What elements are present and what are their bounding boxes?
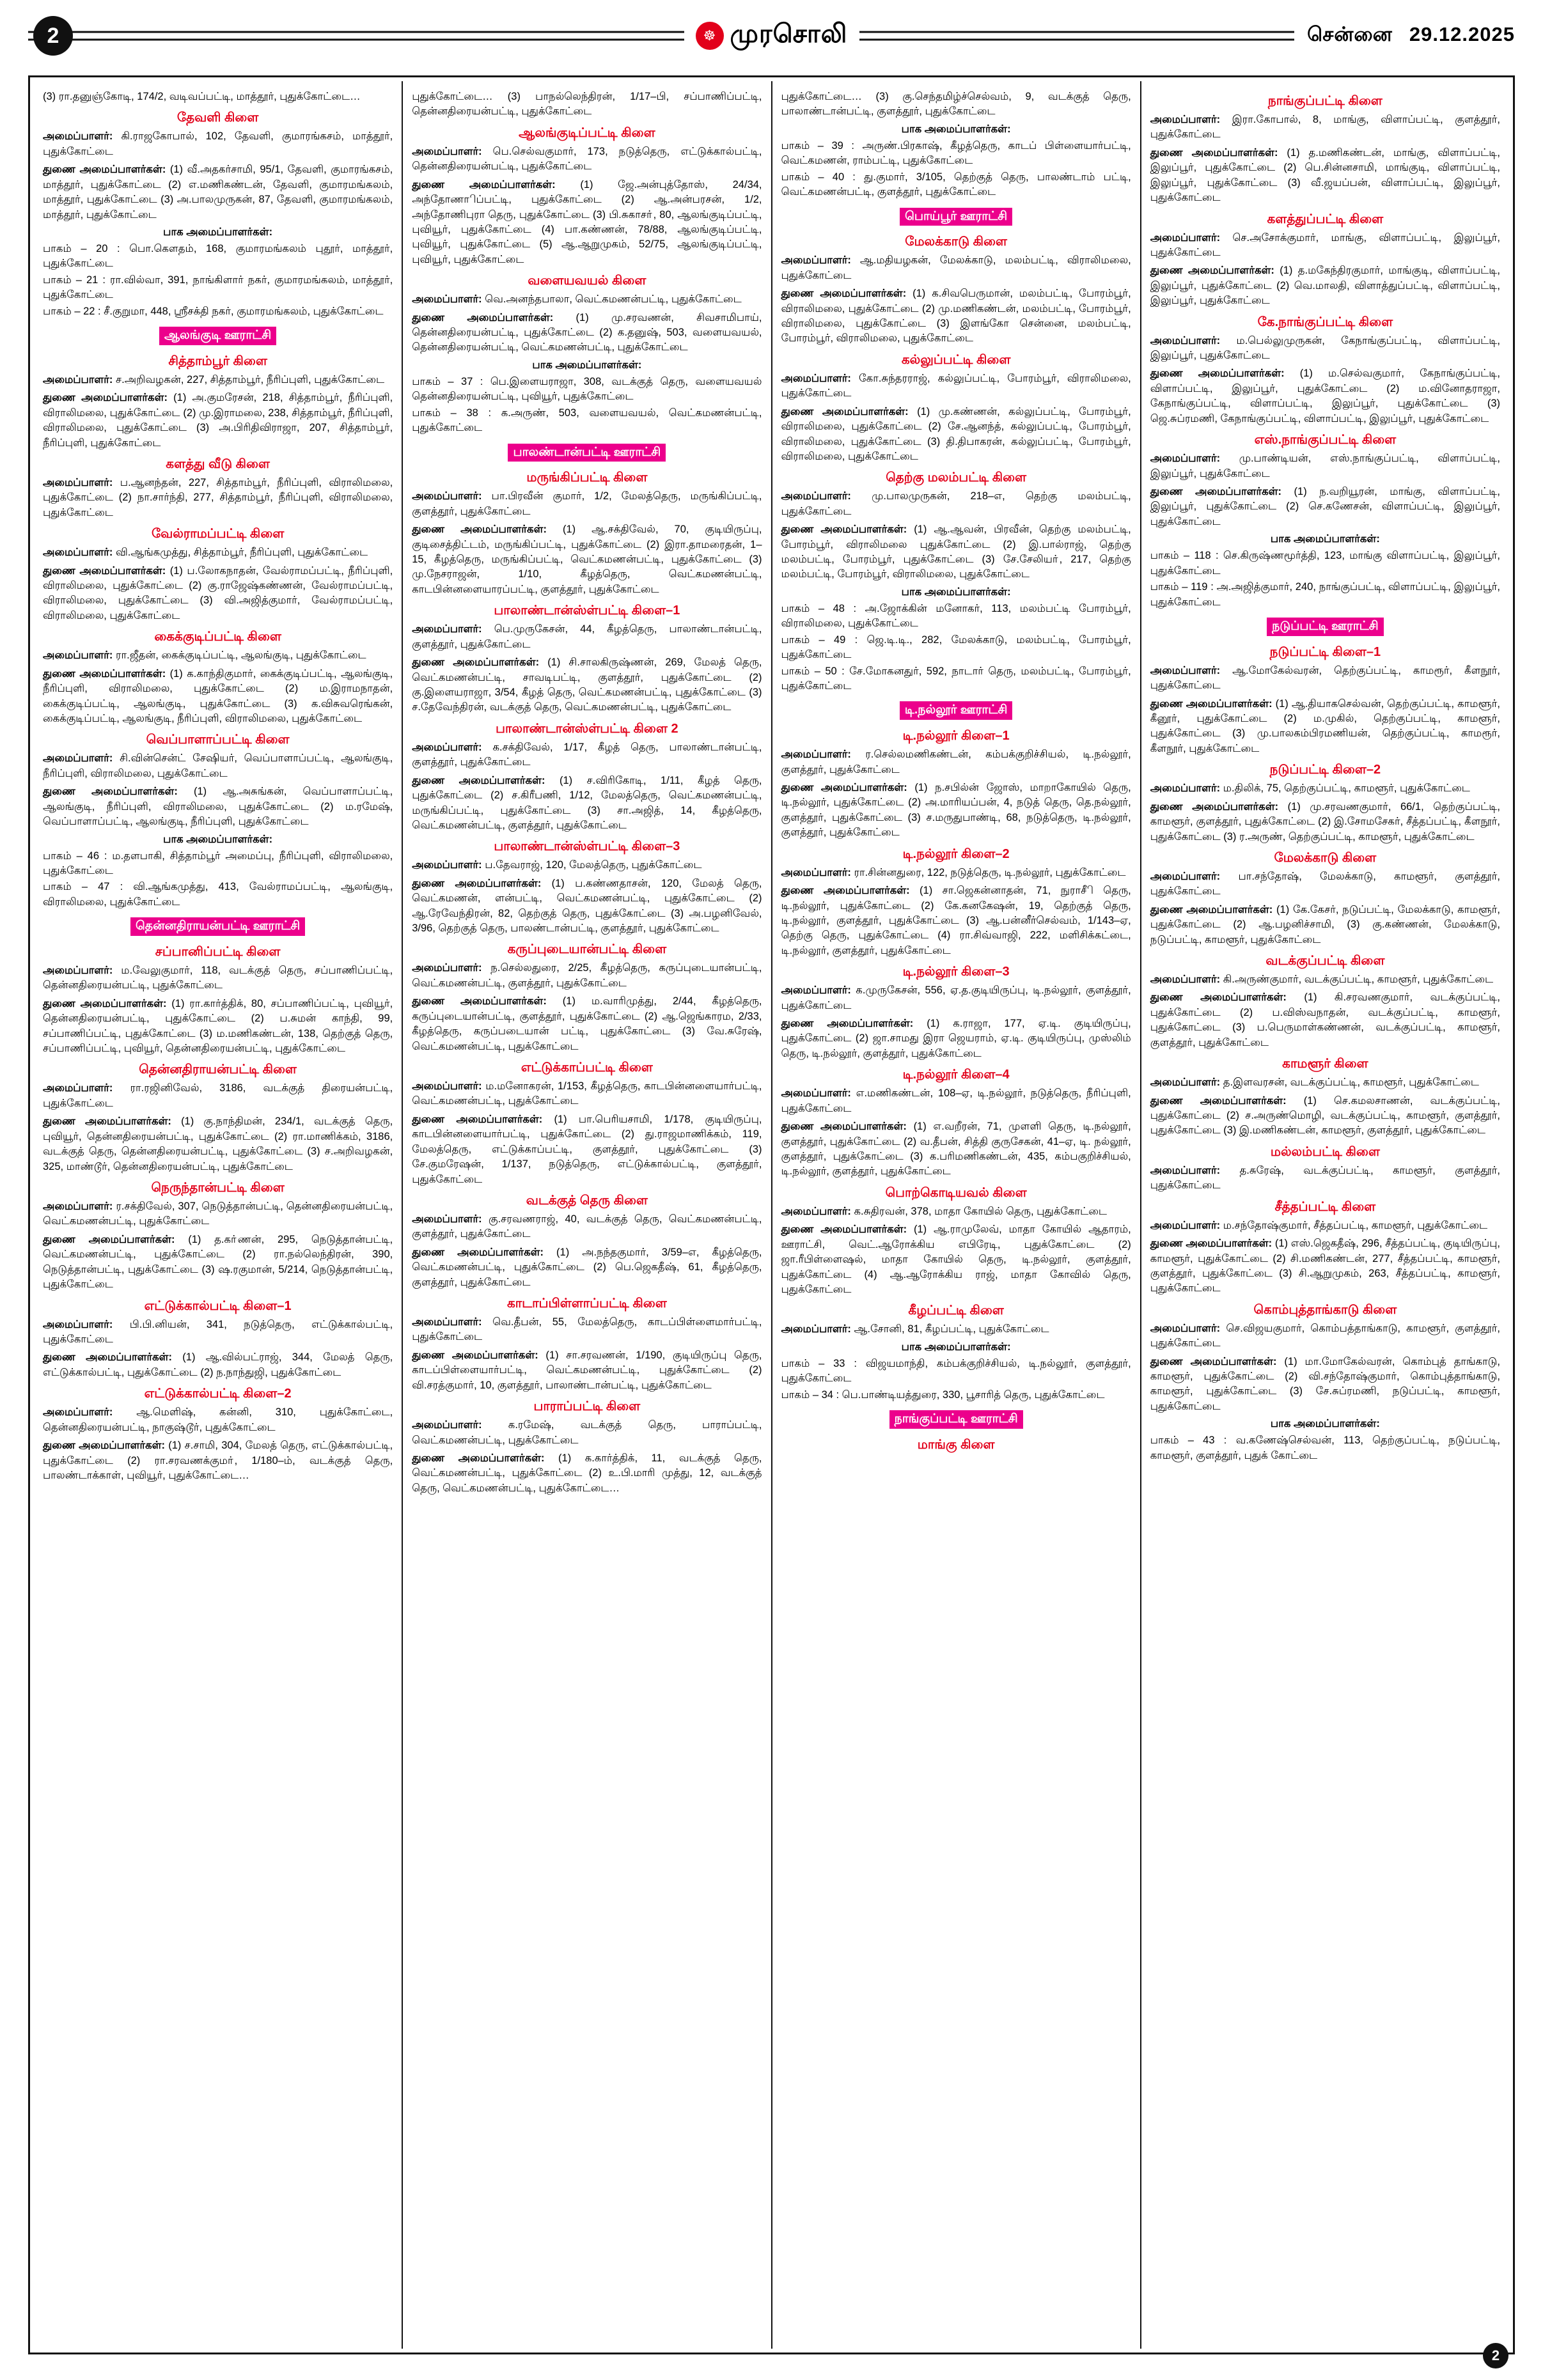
branch-heading: எஸ்.நாங்குப்பட்டி கிளை	[1254, 433, 1397, 447]
branch-heading: காடாப்பிள்ளாப்பட்டி கிளை	[506, 1296, 667, 1311]
paragraph: அமைப்பாளர்: ந.செல்லதுரை, 2/25, கீழத்தெரு, கருப்புடையான்பட்டி, வெட்கமணன்பட்டி, குளத்தூர், புதுக்கோட்டை	[412, 962, 762, 989]
paragraph: அமைப்பாளர்: பெ.முருகேசன், 44, கீழத்தெரு, பாலாண்டான்பட்டி, குளத்தூர், புதுக்கோட்டை	[412, 623, 762, 650]
section-subheading: பாக அமைப்பாளர்கள்:	[901, 123, 1011, 135]
paragraph: அமைப்பாளர்: எ.மணிகண்டன், 108–ஏ, டி.நல்லூர், நடுத்தெரு, நீரிப்புளி, புதுக்கோட்டை	[781, 1087, 1131, 1114]
paragraph: துணை அமைப்பாளர்கள்: (1) ஆ.ராமுலேவ், மாதா கோயில் ஆதாரம், ஊராட்சி, வெட்.ஆரோக்கிய எபிரேடி, புதுக்கோட்டை (2) ஜா.ரீபிள்ளைஷல், மாதா கோயில் தெரு, டி.நல்லூர், குளத்தூர், புதுக்கோட்டை (4) ஆ.ஆரோக்கிய ராஜ், மாதா கோவில் தெரு, புதுக்கோட்டை	[781, 1224, 1131, 1295]
paragraph: துணை அமைப்பாளர்கள்: (1) மு.சரவணகுமார், 66/1, தெற்குப்பட்டி, காமளூர், குளத்தூர், புதுக்கோட்டை (2) இ.சோமசேகர், சீத்தப்பட்டி, கீளநூர், புதுக்கோட்டை (3) ர.அருண், தெற்குப்பட்டி, காமளூர், புதுக்கோட்டை	[1150, 800, 1501, 843]
branch-heading: மருங்கிப்பட்டி கிளை	[526, 471, 648, 485]
branch-heading: வடக்குத் தெரு கிளை	[526, 1193, 648, 1208]
paragraph: அமைப்பாளர்: பெ.செல்வகுமார், 173, நடுத்தெரு, எட்டுக்கால்பட்டி, தென்னதிரையன்பட்டி, புதுக்கோட்டை	[412, 145, 762, 173]
paragraph: அமைப்பாளர்: மு.பாண்டியன், எஸ்.நாங்குப்பட்டி, விளாப்பட்டி, இலுப்பூர், புதுக்கோட்டை	[1150, 453, 1500, 479]
section-subheading: பாக அமைப்பாளர்கள்:	[1270, 1418, 1380, 1430]
panchayat-heading-wrap	[1150, 611, 1500, 639]
paragraph: துணை அமைப்பாளர்கள்: (1) சி.சாலகிருஷ்ணன், 269, மேலத் தெரு, வெட்கமணன்பட்டி, சாவடிபட்டி, குளத்தூர், புதுக்கோட்டை (2) கு.இளையராஜா, 3/54, கீழத் தெரு, வெட்கமணன்பட்டி, புதுக்கோட்டை (3) ச.தேவேந்திரன், வடக்குத் தெரு, வெட்கமணன்பட்டி, புதுக்கோட்டை	[412, 657, 762, 713]
paragraph: துணை அமைப்பாளர்கள்: (1) ஆ.ஆவன், பிரவீன், தெற்கு மலம்பட்டி, போரம்பூர், விராலிமலை புதுக்கோட்டை (2) இ.பால்ராஜ், தெற்கு மலம்பட்டி, போரம்பூர், புதுக்கோட்டை (3) சே.சேலியா், 217, தெற்கு மலம்பட்டி, போரம்பூர், விராலிமலை, புதுக்கோட்டை	[781, 524, 1131, 580]
page-number-badge: 2	[33, 16, 73, 56]
ward-entry: பாகம் – 39 : அருண்.பிரகாஷ், கீழத்தெரு, காடப் பிள்ளையார்பட்டி, வெட்கமணன், ராம்பட்டி, புதுக்கோட்டை	[781, 139, 1131, 167]
paragraph: அமைப்பாளர்: பா.பிரவீன் குமார், 1/2, மேலத்தெரு, மருங்கிப்பட்டி, குளத்தூர், புதுக்கோட்டை	[412, 490, 762, 517]
paragraph: துணை அமைப்பாளர்கள்: (1) ப.கண்ணதாசன், 120, மேலத் தெரு, வெட்கமணன், ளன்பட்டி, வெட்கமணன்பட்டி, புதுக்கோட்டை (2) ஆ.ரேவேந்திரன், 82, தெற்குத் தெரு, புதுக்கோட்டை (3) அ.பழனிவேல், 3/96, தெற்குத் தெரு, பாலண்டான்பட்டி, குளத்தூர், புதுக்கோட்டை	[412, 877, 762, 935]
paragraph: துணை அமைப்பாளர்கள்: (1) செ.கமலசாணன், வடக்குப்பட்டி, புதுக்கோட்டை (2) ச.அருண்மொழி, வடக்குப்பட்டி, காமளூர், குளத்தூர், புதுக்கோட்டை (3) இ.மணிகண்டன், காமளூர், குளத்தூர், புதுக்கோட்டை	[1150, 1094, 1501, 1137]
paragraph: அமைப்பாளர்: த.இளவரசன், வடக்குப்பட்டி, காமளூர், புதுக்கோட்டை	[1150, 1077, 1480, 1089]
paragraph: துணை அமைப்பாளர்கள்: (1) ந.சபில்ன் ஜோஸ், மாறாகோயில் தெரு, டி.நல்லூர், புதுக்கோட்டை (2) அ.மாரியப்பன், 4, நடுத் தெரு, தெ.நல்லூர், குளத்தூர், புதுக்கோட்டை (3) ச.மருதுபாண்டி, 68, நடுத்தெரு, டி.நல்லூர், குளத்தூர், புதுக்கோட்டை	[781, 782, 1131, 839]
branch-heading: தேவளி கிளை	[176, 111, 259, 125]
branch-heading: மேலக்காடு கிளை	[905, 235, 1007, 249]
branch-heading: வளையவயல் கிளை	[528, 274, 646, 288]
branch-heading: டி.நல்லூர் கிளை–2	[902, 846, 1010, 861]
branch-heading: கருப்புடையான்பட்டி கிளை	[507, 942, 667, 957]
paragraph: துணை அமைப்பாளர்கள்: (1) ஆ.அசுங்கன், வெப்பாளாப்பட்டி, ஆலங்குடி, நீரிப்புளி, விராலிமலை, புதுக்கோட்டை (2) ம.ரமேஷ், வெப்பாளாப்பட்டி, ஆலங்குடி, நீரிப்புளி, புதுக்கோட்டை	[43, 786, 393, 828]
branch-heading: கீழப்பட்டி கிளை	[908, 1303, 1004, 1318]
branch-heading: கே.நாங்குப்பட்டி கிளை	[1257, 315, 1393, 329]
paragraph: துணை அமைப்பாளர்கள்: (1) எஸ்.ஜெகதீஷ், 296, சீத்தப்பட்டி, குடியிருப்பு, காமளூர், புதுக்கோட்டை (2) சி.மணிகண்டன், 277, சீத்தப்பட்டி, காமளூர், குளத்தூர், புதுக்கோட்டை (3) சி.ஆறுமுகம், 263, சீத்தப்பட்டி, காமளூர், புதுக்கோட்டை	[1150, 1238, 1500, 1295]
ward-entry: பாகம் – 22 : சீ.குறுமா, 448, ஸ்ரீசக்தி நகர், குமாரமங்கலம், புதுக்கோட்டை	[43, 305, 384, 317]
ward-entry: பாகம் – 40 : து.குமார், 3/105, தெற்குத் தெரு, பாலண்டாம் பட்டி, வெட்கமணன்பட்டி, குளத்தூர், புதுக்கோட்டை	[781, 171, 1131, 198]
branch-heading: சப்பானிப்பட்டி கிளை	[155, 944, 281, 959]
branch-heading: கைக்குடிப்பட்டி கிளை	[154, 630, 281, 644]
branch-heading: பாலாண்டான்ஸ்ள்பட்டி கிளை 2	[496, 721, 678, 736]
paragraph: அமைப்பாளர்: வி.ஆங்கமுத்து, சித்தாம்பூர், நீரிப்புளி, புதுக்கோட்டை	[43, 547, 368, 559]
paragraph: அமைப்பாளர்: ஆ.மோகேல்வரன், தெற்குப்பட்டி, காமரூர், கீளநூர், புதுக்கோட்டை	[1150, 664, 1500, 692]
paragraph: அமைப்பாளர்: கு.சரவணராஜ், 40, வடக்குத் தெரு, வெட்கமணன்பட்டி, குளத்தூர், புதுக்கோட்டை	[412, 1213, 762, 1240]
paragraph: துணை அமைப்பாளர்கள்: (1) க.கார்த்திக், 11, வடக்குத் தெரு, வெட்கமணன்பட்டி, புதுக்கோட்டை (2) உ.பி.மாரி முத்து, 12, வடக்குத் தெரு, வெட்கமணன்பட்டி, புதுக்கோட்டை…	[412, 1452, 762, 1494]
panchayat-heading: ஆலங்குடி ஊராட்சி	[159, 327, 276, 345]
branch-heading: ஆலங்குடிப்பட்டி கிளை	[519, 125, 655, 140]
paragraph: துணை அமைப்பாளர்கள்: (1) ஆ.தியாகசெல்வன், தெற்குப்பட்டி, காமளூர், கீனூர், புதுக்கோட்டை (2) ம.முகில், தெற்குப்பட்டி, காமளூர், புதுக்கோட்டை (3) மு.பாலகம்பிரமணியன், தெற்குப்பட்டி, காமரூர், கீளநூர், புதுக்கோட்டை	[1150, 697, 1500, 754]
branch-heading: டி.நல்லூர் கிளை–3	[902, 965, 1010, 979]
text-column	[1140, 81, 1509, 2349]
paragraph: துணை அமைப்பாளர்கள்: (1) எ.வறீரன், 71, முளளி தெரு, டி.நல்லூர், குளத்தூர், புதுக்கோட்டை (2) வ.தீபன், சித்தி குருசேகன், 41–ஏ, டி. நல்லூர், குளத்தூர், புதுக்கோட்டை (3) க.பரிமணிகண்டன், 435, கம்பகுறிச்சியல், டி.நல்லூர், குளத்தூர், புதுக்கோட்டை	[781, 1121, 1131, 1178]
ward-entry: பாகம் – 50 : சே.மோகனதுர், 592, நாடார் தெரு, மலம்பட்டி, போரம்பூர், புதுக்கோட்டை	[781, 665, 1131, 692]
ward-entry: பாகம் – 38 : க.அருண், 503, வளையவயல், வெட்கமணன்பட்டி, புதுக்கோட்டை	[412, 407, 762, 434]
branch-heading: தெற்கு மலம்பட்டி கிளை	[886, 471, 1027, 485]
paragraph: துணை அமைப்பாளர்கள்: (1) கி.சரவணகுமார், வடக்குப்பட்டி, புதுக்கோட்டை (2) ப.விஸ்வநாதன், வடக்குப்பட்டி, காமளூர், புதுக்கோட்டை (3) ப.பெருமாள்கண்ணன், வடக்குப்பட்டி, காமளூர், குளத்தூர், புதுக்கோட்டை	[1150, 992, 1500, 1048]
paragraph: துணை அமைப்பாளர்கள்: (1) க.சிவபெருமான், மலம்பட்டி, போரம்பூர், விராலிமலை, புதுக்கோட்டை (2) மு.மணிகண்டன், மலம்பட்டி, போரம்பூர், விராலிமலை, புதுக்கோட்டை (3) இளங்கோ சென்னை, மலம்பட்டி, போரம்பூர், விராலிமலை, புதுக்கோட்டை	[781, 288, 1131, 345]
paragraph: அமைப்பாளர்: க.சக்திவேல், 1/17, கீழத் தெரு, பாலாண்டான்பட்டி, குளத்தூர், புதுக்கோட்டை	[412, 741, 762, 768]
branch-heading: காமளூர் கிளை	[1282, 1057, 1368, 1071]
paragraph: அமைப்பாளர்: ஆ.மெளிஷ், கன்னி, 310, புதுக்கோட்டை, தென்னதிரையன்பட்டி, நாகுஷ்டூர், புதுக்கோட்டை	[43, 1406, 393, 1433]
panchayat-heading: பொய்பூர் ஊராட்சி	[900, 208, 1012, 226]
paragraph: துணை அமைப்பாளர்கள்: (1) ம.வாரிமுத்து, 2/44, கீழத்தெரு, கருப்புடையான்பட்டி, குளத்தூர், புதுக்கோட்டை (2) ஆ.ஜெங்காரம, 2/33, கீழத்தெரு, கருப்படையான் பட்டி, புதுக்கோட்டை (3) வே.சுரேஷ், வெட்கமணன்பட்டி, புதுக்கோட்டை	[412, 995, 762, 1052]
ward-entry: பாகம் – 33 : விஜயமாந்தி, கம்பக்குறிச்சியல், டி.நல்லூர், குளத்தூர், புதுக்கோட்டை	[781, 1357, 1131, 1385]
edition-city: சென்னை	[1307, 23, 1393, 45]
branch-heading: மேலக்காடு கிளை	[1274, 850, 1377, 865]
ward-entry: பாகம் – 48 : அ.ஜோக்கின் மனோகர், 113, மலம்பட்டி போரம்பூர், விராலிமலை, புதுக்கோட்டை	[781, 602, 1131, 630]
panchayat-heading-wrap	[43, 911, 393, 938]
paragraph: அமைப்பாளர்: ச.அறிவழகன், 227, சித்தாம்பூர், நீரிப்புளி, புதுக்கோட்டை	[43, 373, 385, 385]
paragraph: அமைப்பாளர்: ரா.ஜீதன், கைக்குடிப்பட்டி, ஆலங்குடி, புதுக்கோட்டை	[43, 649, 366, 662]
paragraph: துணை அமைப்பாளர்கள்: (1) த.கா்ணன், 295, நெடுத்தான்பட்டி, வெட்கமணன்பட்டி, புதுக்கோட்டை (2) ரா.நல்லெந்திரன், 390, நெடுத்தான்பட்டி, புதுக்கோட்டை (3) ஷ.ரகுமான், 5/214, நெடுத்தான்பட்டி, புதுக்கோட்டை	[43, 1233, 393, 1291]
masthead-edition	[1294, 23, 1515, 49]
branch-heading: நடுப்பட்டி கிளை–2	[1269, 763, 1381, 777]
branch-heading: பொற்கொடியவல் கிளை	[885, 1185, 1027, 1200]
section-subheading: பாக அமைப்பாளர்கள்:	[532, 359, 642, 371]
paragraph: துணை அமைப்பாளர்கள்: (1) அ.நந்தகுமார், 3/59–எ, கீழத்தெரு, வெட்கமணன்பட்டி, புதுக்கோட்டை (2) பெ.ஜெகதீஷ், 61, கீழத்தெரு, குளத்தூர், புதுக்கோட்டை	[412, 1246, 762, 1288]
paragraph: அமைப்பாளர்: இரா.கோபால், 8, மாங்கு, விளாப்பட்டி, குளத்தூர், புதுக்கோட்டை	[1150, 114, 1500, 141]
panchayat-heading-wrap	[781, 1404, 1131, 1431]
paragraph: துணை அமைப்பாளர்கள்: (1) கு.நாந்திமன், 234/1, வடக்குத் தெரு, புவியூர், தென்னதிரையன்பட்டி, புதுக்கோட்டை (2) ரா.மாணிக்கம், 3186, வடக்குத் தெரு, தென்னதிரையன்பட்டி, புதுக்கோட்டை (3) ச.அறிவழகன், 325, மாண்டூர், தென்னதிரையன்பட்டி, புதுக்கோட்டை	[43, 1116, 393, 1172]
paragraph: அமைப்பாளர்: ம.திலிக், 75, தெற்குப்பட்டி, காமளூர், புதுக்கோட்டை	[1150, 782, 1470, 795]
branch-heading: நடுப்பட்டி கிளை–1	[1269, 644, 1381, 659]
section-subheading: பாக அமைப்பாளர்கள்:	[163, 226, 273, 238]
paragraph: அமைப்பாளர்: ப.ஆனந்தன், 227, சித்தாம்பூர், நீரிப்புளி, விராலிமலை, புதுக்கோட்டை (2) நா.சார்ந்தி, 277, சித்தாம்பூர், நீரிப்புளி, விராலிமலை, புதுக்கோட்டை	[43, 476, 393, 518]
paragraph: அமைப்பாளர்: க.முருகேசன், 556, ஏ.த.குடியிருப்பு, டி.நல்லூர், குளத்தூர், புதுக்கோட்டை	[781, 984, 1131, 1011]
text-column	[402, 81, 771, 2349]
ward-entry: பாகம் – 47 : வி.ஆங்கமுத்து, 413, வேல்ராமப்பட்டி, ஆலங்குடி, விராலிமலை, புதுக்கோட்டை	[43, 881, 393, 908]
branch-heading: வடக்குப்பட்டி கிளை	[1265, 954, 1385, 968]
paragraph: அமைப்பாளர்: ர.சக்திவேல், 307, நெடுத்தான்பட்டி, தென்னதிரையன்பட்டி, வெட்கமணன்பட்டி, புதுக்கோட்டை	[43, 1201, 393, 1227]
paragraph: அமைப்பாளர்: க.ரமேஷ், வடக்குத் தெரு, பாராப்பட்டி, வெட்கமணன்பட்டி, புதுக்கோட்டை	[412, 1419, 762, 1446]
wheel-icon: ☸	[696, 22, 724, 50]
branch-heading: நெருந்தான்பட்டி கிளை	[151, 1181, 285, 1195]
publication-title: முரசொலி	[730, 20, 848, 48]
paragraph: அமைப்பாளர்: ரா.சின்னதுரை, 122, நடுத்தெரு, டி.நல்லூர், புதுக்கோட்டை	[781, 866, 1126, 878]
branch-heading: வெப்பாளாப்பட்டி கிளை	[146, 733, 290, 747]
ward-entry: பாகம் – 34 : பெ.பாண்டியத்துரை, 330, பூசாரித் தெரு, புதுக்கோட்டை	[781, 1388, 1105, 1401]
paragraph: துணை அமைப்பாளர்கள்: (1) மு.சரவணன், சிவசாமிபாய், தென்னதிரையன்பட்டி, புதுக்கோட்டை (2) க.தனுஷ், 503, வளையவயல், தென்னதிரையன்பட்டி, வெட்கமணன்பட்டி, புதுக்கோட்டை	[412, 311, 762, 354]
branch-heading: களத்துப்பட்டி கிளை	[1267, 212, 1384, 226]
branch-heading: சீத்தப்பட்டி கிளை	[1274, 1199, 1376, 1214]
paragraph: (3) ரா.தனுஞ்கோடி, 174/2, வடிவப்பட்டி, மாத்தூர், புதுக்கோட்டை…	[43, 91, 361, 102]
paragraph: அமைப்பாளர்: ர.செல்லமணிகண்டன், கம்பக்குறிச்சியல், டி.நல்லூர், குளத்தூர், புதுக்கோட்டை	[781, 749, 1131, 775]
panchayat-heading-wrap	[412, 437, 762, 465]
paragraph: அமைப்பாளர்: த.சுரேஷ், வடக்குப்பட்டி, காமளூர், குளத்தூர், புதுக்கோட்டை	[1150, 1164, 1500, 1192]
paragraph: துணை அமைப்பாளர்கள்: (1) ந.வறியூரன், மாங்கு, விளாப்பட்டி, இலுப்பூர், புதுக்கோட்டை (2) செ.கணேசன், விளாப்பட்டி, இலுப்பூர், புதுக்கோட்டை	[1150, 486, 1500, 527]
paragraph: அமைப்பாளர்: வெ.தீபன், 55, மேலத்தெரு, காடப்பிள்ளைமார்பட்டி, புதுக்கோட்டை	[412, 1316, 762, 1343]
paragraph: அமைப்பாளர்: ரா.ரஜினிவேல், 3186, வடக்குத் திரையன்பட்டி, புதுக்கோட்டை	[43, 1082, 393, 1109]
branch-heading: பாலாண்டான்ஸ்ள்பட்டி கிளை–3	[494, 839, 680, 854]
masthead	[28, 0, 1515, 72]
masthead-center	[684, 20, 859, 52]
branch-heading: நாங்குப்பட்டி கிளை	[1267, 94, 1382, 108]
paragraph: துணை அமைப்பாளர்கள்: (1) ம.செல்வகுமார், கேநாங்குப்பட்டி, விளாப்பட்டி, இலுப்பூர், புதுக்கோட்டை (2) ம.வினோதராஜா, கேநாங்குப்பட்டி, விளாப்பட்டி, இலுப்பூர், புதுக்கோட்டை (3) ஜெ.சுப்ரமணி, கேநாங்குப்பட்டி, விளாப்பட்டி, இலுப்பூர், புதுக்கோட்டை	[1150, 368, 1500, 424]
branch-heading: வேல்ராமப்பட்டி கிளை	[151, 527, 285, 541]
branch-heading: மாங்கு கிளை	[917, 1437, 995, 1452]
panchayat-heading-wrap	[781, 201, 1131, 229]
ward-entry: பாகம் – 118 : செ.கிருஷ்ணமூர்த்தி, 123, மாங்கு விளாப்பட்டி, இலுப்பூர், புதுக்கோட்டை	[1150, 550, 1500, 577]
branch-heading: டி.நல்லூர் கிளை–1	[902, 729, 1010, 743]
paragraph: துணை அமைப்பாளர்கள்: (1) மு.கண்ணன், கல்லுப்பட்டி, போரம்பூர், விராலிமலை, புதுக்கோட்டை (2) சே.ஆனந்த், கல்லுப்பட்டி, போரம்பூர், விராலிமலை, புதுக்கோட்டை (3) தி.திபாகரன், கல்லுப்பட்டி, போரம்பூர், விராலிமலை, புதுக்கோட்டை	[781, 405, 1131, 462]
section-subheading: பாக அமைப்பாளர்கள்:	[901, 1341, 1011, 1353]
paragraph: துணை அமைப்பாளர்கள்: (1) ச.சாமி, 304, மேலத் தெரு, எட்டுக்கால்பட்டி, புதுக்கோட்டை (2) ரா.சரவணக்குமா், 1/180–ம், வடக்குத் தெரு, பாலண்டாக்காள், புவியூர், புதுக்கோட்டை…	[43, 1440, 393, 1481]
paragraph: அமைப்பாளர்: செ.விஜயகுமார், கொம்பத்தாங்காடு, காமளூர், குளத்தூர், புதுக்கோட்டை	[1150, 1322, 1500, 1349]
branch-heading: கல்லுப்பட்டி கிளை	[901, 352, 1011, 367]
ward-entry: பாகம் – 21 : ரா.வில்வா, 391, நாங்கிளார் நகர், குமாரமங்கலம், மாத்தூர், புதுக்கோட்டை	[43, 274, 393, 301]
paragraph: அமைப்பாளர்: பி.பி.னியன், 341, நடுத்தெரு, எட்டுக்கால்பட்டி, புதுக்கோட்டை	[43, 1318, 393, 1345]
paragraph: துணை அமைப்பாளர்கள்: (1) த.மணிகண்டன், மாங்கு, விளாப்பட்டி, இலுப்பூர், புதுக்கோட்டை (2) பெ.சின்னசாமி, மாங்குடி, விளாப்பட்டி, இலுப்பூர், புதுக்கோட்டை (3) வீ.ஜயப்பன், விளாப்பட்டி, இலுப்பூர், புதுக்கோட்டை	[1150, 146, 1501, 204]
text-column	[34, 81, 402, 2349]
paragraph: துணை அமைப்பாளர்கள்: (1) த.மகேந்திரகுமார், மாங்குடி, விளாப்பட்டி, இலுப்பூர், புதுக்கோட்டை (2) வெ.மாலதி, விளாத்துப்பட்டி, விளாப்பட்டி, இலுப்பூர், புதுக்கோட்டை	[1150, 265, 1500, 307]
ward-entry: பாகம் – 20 : பொ.கௌதம், 168, குமாரமங்கலம் புதூர், மாத்தூர், புதுக்கோட்டை	[43, 242, 393, 270]
section-subheading: பாக அமைப்பாளர்கள்:	[163, 833, 273, 845]
ward-entry: பாகம் – 49 : ஜெ.டி.டி., 282, மேலக்காடு, மலம்பட்டி, போரம்பூர், புதுக்கோட்டை	[781, 634, 1131, 661]
paragraph: அமைப்பாளர்: பா.சந்தோஷ், மேலக்காடு, காமளூர், குளத்தூர், புதுக்கோட்டை	[1150, 870, 1500, 898]
paragraph: துணை அமைப்பாளர்கள்: (1) ஜே.அன்புத்தோஸ், 24/34, அந்தோணாிப்பட்டி, புதுக்கோட்டை (2) ஆ.அன்பரசன், 1/2, அந்தோணிபுரா தெரு, புதுக்கோட்டை (3) பி.சுகாசா், 80, ஆலங்குடிப்பட்டி, புவியூர், புதுக்கோட்டை (4) பா.கண்ணன், 78/88, ஆலங்குடிப்பட்டி, புவியூர், புதுக்கோட்டை (5) ஆ.ஆறுமுகம், 52/75, ஆலங்குடிப்பட்டி, புவியூர், புதுக்கோட்டை	[412, 178, 762, 265]
branch-heading: தென்னதிராயன்பட்டி கிளை	[139, 1062, 297, 1077]
paragraph: துணை அமைப்பாளர்கள்: (1) வீ.அதகர்சாமி, 95/1, தேவளி, குமாரங்கசம், மாத்தூர், புதுக்கோட்டை (2) எ.மணிகண்டன், தேவளி, குமாரமங்கலம், மாத்தூர், புதுக்கோட்டை (3) அ.பாலமுருகன், 87, தேவளி, குமாரமங்கலம், மாத்தூர், புதுக்கோட்டை	[43, 164, 393, 221]
paragraph: அமைப்பாளர்: ம.சந்தோஷ்குமார், சீத்தப்பட்டி, காமளூர், புதுக்கோட்டை	[1150, 1219, 1488, 1231]
paragraph: துணை அமைப்பாளர்கள்: (1) ரா.கார்த்திக், 80, சப்பாணிப்பட்டி, புவியூர், தென்னதிரையன்பட்டி, புதுக்கோட்டை (2) ப.சுமன் காந்தி, 99, சப்பாணிப்பட்டி, புதுக்கோட்டை (3) ம.மணிகண்டன், 138, தெற்குத் தெரு, சப்பாணிப்பட்டி, புவியூர், தென்னதிரையன்பட்டி, புதுக்கோட்டை	[43, 997, 393, 1055]
section-subheading: பாக அமைப்பாளர்கள்:	[1270, 533, 1380, 545]
paragraph: அமைப்பாளர்: க.சுதிரவன், 378, மாதா கோயில் தெரு, புதுக்கோட்டை	[781, 1205, 1108, 1217]
panchayat-heading: டி.நல்லூர் ஊராட்சி	[900, 701, 1012, 720]
columns-frame	[28, 75, 1515, 2354]
paragraph: துணை அமைப்பாளர்கள்: (1) ப.லோகநாதன், வேல்ராமப்பட்டி, நீரிப்புளி, விராலிமலை, புதுக்கோட்டை (2) கு.ராஜேஷ்கண்ணன், வேல்ராமப்பட்டி, விராலிமலை, புதுக்கோட்டை (3) வி.அஜித்குமார், வேல்ராமப்பட்டி, விராலிமலை, புதுக்கோட்டை	[43, 564, 393, 621]
paragraph: அமைப்பாளர்: ஆ.சோனி, 81, கீழப்பட்டி, புதுக்கோட்டை	[781, 1323, 1049, 1335]
panchayat-heading: நாங்குப்பட்டி ஊராட்சி	[889, 1410, 1023, 1429]
paragraph: துணை அமைப்பாளர்கள்: (1) ஆ.வில்பட்ராஜ், 344, மேலத் தெரு, எட்டுக்கால்பட்டி, புதுக்கோட்டை (2) ந.நாந்துஜி, புதுக்கோட்டை	[43, 1351, 393, 1378]
ward-entry: பாகம் – 119 : அ.அஜித்குமார், 240, நாங்குப்பட்டி, விளாப்பட்டி, இலுப்பூர், புதுக்கோட்டை	[1150, 581, 1500, 608]
paragraph: அமைப்பாளர்: கோ.சுந்தரராஜ், கல்லுப்பட்டி, போரம்பூர், விராலிமலை, புதுக்கோட்டை	[781, 372, 1131, 400]
paragraph: துணை அமைப்பாளர்கள்: (1) மா.மோகேல்வரன், கொம்புத் தாங்காடு, காமளூர், புதுக்கோட்டை (2) வி.சந்தோஷ்குமார், கொம்புத்தாங்காடு, காமளூர், புதுக்கோட்டை (3) சே.சுப்ரமணி, நடுப்பட்டி, காமளூர், புதுக்கோட்டை	[1150, 1355, 1500, 1412]
section-subheading: பாக அமைப்பாளர்கள்:	[901, 586, 1011, 598]
paragraph: துணை அமைப்பாளர்கள்: (1) சா.சரவணன், 1/190, குடியிருப்பு தெரு, காடப்பிள்ளையார்பட்டி, வெட்கமணன்பட்டி, புதுக்கோட்டை (2) வி.சரத்குமார், 10, குளத்தூர், பாலாண்டான்பட்டி, புதுக்கோட்டை	[412, 1349, 762, 1391]
paragraph: புதுக்கோட்டை… (3) பாநல்லெந்திரன், 1/17–பி, சப்பாணிப்பட்டி, தென்னதிரையன்பட்டி, புதுக்கோட்டை	[412, 91, 762, 118]
text-column	[771, 81, 1140, 2349]
ward-entry: பாகம் – 37 : பெ.இளையராஜா, 308, வடக்குத் தெரு, வளையவயல் தென்னதிரையன்பட்டி, புவியூர், புதுக்கோட்டை	[412, 375, 762, 403]
paragraph: அமைப்பாளர்: ப.தேவராஜ், 120, மேலத்தெரு, புதுக்கோட்டை	[412, 859, 702, 871]
paragraph: அமைப்பாளர்: வெ.அனந்தபாலா, வெட்கமணன்பட்டி, புதுக்கோட்டை	[412, 293, 742, 306]
paragraph: அமைப்பாளர்: ம.பெல்லுமுருகன், கேநாங்குப்பட்டி, விளாப்பட்டி, இலுப்பூர், புதுக்கோட்டை	[1150, 334, 1500, 362]
paragraph: அமைப்பாளர்: ஆ.மதியழகன், மேலக்காடு, மலம்பட்டி, விராலிமலை, புதுக்கோட்டை	[781, 254, 1131, 281]
paragraph: துணை அமைப்பாளர்கள்: (1) பா.பெரியசாமி, 1/178, குடியிருப்பு, காடபின்னளையார்பட்டி, புதுக்கோட்டை (2) து.ராஜமாணிக்கம், 119, மேலத்தெரு, எட்டுக்காப்பட்டி, குளத்தூர், புதுக்கோட்டை (3) சே.குமரேஷன், 1/137, நடுத்தெரு, எட்டுக்கால்பட்டி, குளத்தூர், புதுக்கோட்டை	[412, 1113, 762, 1185]
ward-entry: பாகம் – 46 : ம.தளபாகி, சித்தாம்பூர் அமைப்பு, நீரிப்புளி, விராலிமலை, புதுக்கோட்டை	[43, 850, 393, 876]
branch-heading: சித்தாம்பூர் கிளை	[168, 354, 267, 368]
paragraph: அமைப்பாளர்: ம.வேலுகுமார், 118, வடக்குத் தெரு, சப்பாணிப்பட்டி, தென்னதிரையன்பட்டி, புதுக்கோட்டை	[43, 964, 393, 992]
branch-heading: எட்டுக்கால்பட்டி கிளை–1	[144, 1298, 292, 1313]
paragraph: அமைப்பாளர்: ம.மனோகரன், 1/153, கீழத்தெரு, காடபின்னளையார்பட்டி, வெட்கமணன்பட்டி, புதுக்கோட்டை	[412, 1080, 762, 1107]
paragraph: துணை அமைப்பாளர்கள்: (1) க.காந்திகுமார், கைக்குடிப்பட்டி, ஆலங்குடி, நீரிப்புளி, விராலிமலை, புதுக்கோட்டை (2) ம.இராமநாதன், கைக்குடிப்பட்டி, ஆலங்குடி, புதுக்கோட்டை (3) க.விசுவரெங்கன், கைக்குடிப்பட்டி, ஆலங்குடி, நீரிப்புளி, விராலிமலை, புதுக்கோட்டை	[43, 667, 393, 724]
paragraph: அமைப்பாளர்: சி.வின்சென்ட் சேஷியர், வெப்பாளாப்பட்டி, ஆலங்குடி, நீரிப்புளி, விராலிமலை, புதுக்கோட்டை	[43, 752, 393, 779]
paragraph: துணை அமைப்பாளர்கள்: (1) சா.ஜெகன்னாதன், 71, நுராசீி தெரு, டி.நல்லூர், புதுக்கோட்டை (2) கே.கனகேஷன், 19, தெற்குத் தெரு, டி.நல்லூர், குளத்தூர், புதுக்கோட்டை (3) ஆ.பன்னீர்செல்வம், 1/143–ஏ, தெற்கு தெரு, புதுக்கோட்டை (4) ரா.சிவ்வாஜி, 222, மளிசிக்கட்டை, டி.நல்லூர், குளத்தூர், புதுக்கோட்டை	[781, 885, 1131, 956]
branch-heading: மல்லம்பட்டி கிளை	[1270, 1144, 1380, 1159]
paragraph: புதுக்கோட்டை… (3) கு.செந்தமிழ்ச்செல்வம், 9, வடக்குத் தெரு, பாலாண்டான்பட்டி, குளத்தூர், புதுக்கோட்டை	[781, 91, 1131, 118]
paragraph: துணை அமைப்பாளர்கள்: (1) அ.குமரேசன், 218, சித்தாம்பூர், நீரிப்புளி, விராலிமலை, புதுக்கோட்டை (2) மு.இராமலை, 238, சித்தாம்பூர், நீரிப்புளி, விராலிமலை, புதுக்கோட்டை (3) அ.பிரிதிவிராஜா, 207, சித்தாம்பூர், நீரிப்புளி, புதுக்கோட்டை	[43, 392, 393, 449]
paragraph: துணை அமைப்பாளர்கள்: (1) க.ராஜா, 177, ஏ.டி. குடியிருப்பு, புதுக்கோட்டை (2) ஜா.சாமது இரா ஜெயராம், ஏ.டி. குடியிருப்பு, முஸ்லிம் தெரு, டி.நல்லூர், குளத்தூர், புதுக்கோட்டை	[781, 1018, 1131, 1059]
paragraph: அமைப்பாளர்: கி.அருண்குமார், வடக்குப்பட்டி, காமளூர், புதுக்கோட்டை	[1150, 974, 1494, 986]
branch-heading: கொம்புத்தாங்காடு கிளை	[1253, 1302, 1397, 1317]
paragraph: அமைப்பாளர்: செ.அசோக்குமார், மாங்கு, விளாப்பட்டி, இலுப்பூர், புதுக்கோட்டை	[1150, 231, 1500, 258]
branch-heading: எட்டுக்கால்பட்டி கிளை–2	[144, 1387, 292, 1401]
paragraph: அமைப்பாளர்: மு.பாலமுருகன், 218–எ, தெற்கு மலம்பட்டி, புதுக்கோட்டை	[781, 490, 1131, 517]
ward-entry: பாகம் – 43 : வ.கணேஷ்செல்வன், 113, தெற்குப்பட்டி, நடுப்பட்டி, காமளூர், குளத்தூர், புதுக் கோட்டை	[1150, 1435, 1500, 1461]
edition-date: 29.12.2025	[1409, 23, 1515, 45]
branch-heading: எட்டுக்காப்பட்டி கிளை	[521, 1061, 653, 1075]
paragraph: துணை அமைப்பாளர்கள்: (1) கே.கேசர், நடுப்பட்டி, மேலக்காடு, காமளூர், புதுக்கோட்டை (2) ஆ.பழனிச்சாமி, (3) கு.கண்ணன், மேலக்காடு, நடுப்பட்டி, காமளூர், புதுக்கோட்டை	[1150, 903, 1500, 945]
panchayat-heading: நடுப்பட்டி ஊராட்சி	[1267, 618, 1384, 636]
paragraph: துணை அமைப்பாளர்கள்: (1) ச.விரிகோடி, 1/11, கீழத் தெரு, புதுக்கோட்டை (2) ச.கிரீபணி, 1/12, மேலத்தெரு, வெட்கமணன்பட்டி, மருங்கிப்பட்டி, புதுக்கோட்டை (3) சா.அஜித், 14, கீழத்தெரு, வெட்கமணன்பட்டி, குளத்தூர், புதுக்கோட்டை	[412, 774, 762, 831]
branch-heading: பாலாண்டான்ஸ்ள்பட்டி கிளை–1	[494, 603, 680, 618]
paragraph: அமைப்பாளர்: கி.ராஜகோபால், 102, தேவளி, குமாரங்கசம், மாத்தூர், புதுக்கோட்டை	[43, 130, 393, 157]
branch-heading: பாராப்பட்டி கிளை	[533, 1399, 641, 1414]
branch-heading: களத்து வீடு கிளை	[166, 456, 270, 471]
branch-heading: டி.நல்லூர் கிளை–4	[902, 1068, 1010, 1082]
panchayat-heading-wrap	[43, 320, 393, 348]
paragraph: துணை அமைப்பாளர்கள்: (1) ஆ.சக்திவேல், 70, குடியிருப்பு, குடிசைத்திட்டம், மருங்கிப்பட்டி, புதுக்கோட்டை (2) இரா.தாமரைதன், 1–15, கீழத்தெரு, மருங்கிப்பட்டி, வெட்கமணன்பட்டி, புதுக்கோட்டை (3) மு.நேசராஜன், 1/10, கீழத்தெரு, வெட்கமணன்பட்டி, காடபின்னளையாரப்பட்டி, குளத்தூர், புதுக்கோட்டை	[412, 524, 762, 595]
panchayat-heading-wrap	[781, 695, 1131, 722]
panchayat-heading: பாலண்டான்பட்டி ஊராட்சி	[508, 444, 666, 462]
footer-page-number: 2	[1483, 2343, 1508, 2368]
panchayat-heading: தென்னதிராயன்பட்டி ஊராட்சி	[130, 917, 305, 936]
